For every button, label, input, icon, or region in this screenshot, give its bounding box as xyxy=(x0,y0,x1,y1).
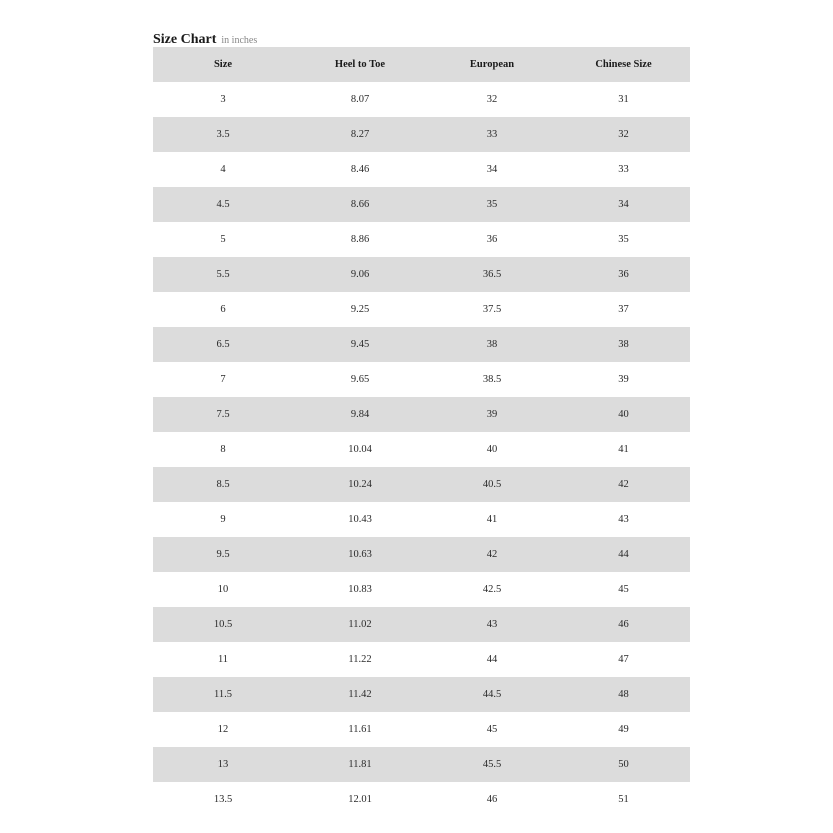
table-row xyxy=(153,117,690,152)
cell-chinese-size: 44 xyxy=(618,549,629,560)
cell-european: 40.5 xyxy=(482,479,502,490)
cell-european: 38.5 xyxy=(482,374,502,385)
cell-european: 34 xyxy=(486,164,498,175)
table-row xyxy=(153,467,690,502)
cell-heel-to-toe: 10.63 xyxy=(348,549,372,560)
cell-size: 6 xyxy=(220,304,226,315)
cell-european: 35 xyxy=(486,199,498,210)
cell-european: 39 xyxy=(486,409,498,420)
cell-chinese-size: 45 xyxy=(618,584,629,595)
cell-european: 44.5 xyxy=(482,689,502,700)
cell-heel-to-toe: 8.66 xyxy=(350,199,370,210)
cell-size: 12 xyxy=(217,724,229,735)
cell-size: 7.5 xyxy=(216,409,230,420)
cell-size: 6.5 xyxy=(216,339,230,350)
cell-heel-to-toe: 8.46 xyxy=(350,164,370,175)
cell-size: 10.5 xyxy=(213,619,233,630)
cell-chinese-size: 46 xyxy=(618,619,629,630)
cell-european: 32 xyxy=(486,94,498,105)
cell-chinese-size: 49 xyxy=(618,724,629,735)
cell-european: 41 xyxy=(486,514,498,525)
chart-title xyxy=(153,31,690,47)
cell-chinese-size: 37 xyxy=(618,304,629,315)
cell-european: 42 xyxy=(486,549,498,560)
cell-chinese-size: 33 xyxy=(618,164,629,175)
size-chart xyxy=(153,31,690,817)
table-row xyxy=(153,712,690,747)
cell-heel-to-toe: 9.65 xyxy=(350,374,370,385)
table-row xyxy=(153,642,690,677)
table-row xyxy=(153,222,690,257)
table-row xyxy=(153,82,690,117)
size-table xyxy=(153,47,690,817)
cell-size: 4.5 xyxy=(216,199,230,210)
cell-heel-to-toe: 10.24 xyxy=(348,479,372,490)
cell-chinese-size: 32 xyxy=(618,129,629,140)
table-row xyxy=(153,572,690,607)
cell-heel-to-toe: 11.02 xyxy=(348,619,372,630)
cell-chinese-size: 43 xyxy=(618,514,629,525)
cell-heel-to-toe: 10.83 xyxy=(348,584,372,595)
cell-european: 43 xyxy=(486,619,498,630)
cell-heel-to-toe: 8.07 xyxy=(350,94,370,105)
cell-heel-to-toe: 11.42 xyxy=(348,689,372,700)
table-row xyxy=(153,747,690,782)
cell-heel-to-toe: 11.61 xyxy=(348,724,372,735)
table-row xyxy=(153,432,690,467)
chart-title-main: Size Chart xyxy=(153,32,217,47)
cell-chinese-size: 51 xyxy=(618,794,629,805)
cell-heel-to-toe: 8.27 xyxy=(350,129,370,140)
table-row xyxy=(153,537,690,572)
cell-european: 46 xyxy=(486,794,498,805)
header-european: European xyxy=(469,59,515,70)
cell-european: 40 xyxy=(486,444,498,455)
cell-chinese-size: 31 xyxy=(618,94,629,105)
cell-european: 36.5 xyxy=(482,269,502,280)
cell-chinese-size: 36 xyxy=(618,269,629,280)
cell-size: 9.5 xyxy=(216,549,230,560)
cell-european: 37.5 xyxy=(482,304,502,315)
header-size: Size xyxy=(213,59,233,70)
cell-heel-to-toe: 11.81 xyxy=(348,759,372,770)
cell-chinese-size: 41 xyxy=(618,444,629,455)
table-row xyxy=(153,362,690,397)
table-row xyxy=(153,187,690,222)
cell-heel-to-toe: 10.04 xyxy=(348,444,372,455)
cell-european: 42.5 xyxy=(482,584,502,595)
cell-european: 45.5 xyxy=(482,759,502,770)
cell-size: 13 xyxy=(217,759,229,770)
cell-chinese-size: 38 xyxy=(618,339,629,350)
cell-size: 11 xyxy=(217,654,229,665)
table-row xyxy=(153,782,690,817)
cell-heel-to-toe: 11.22 xyxy=(348,654,372,665)
cell-chinese-size: 39 xyxy=(618,374,629,385)
table-row xyxy=(153,397,690,432)
header-chinese-size: Chinese Size xyxy=(595,59,652,70)
table-header-row xyxy=(153,47,690,82)
cell-european: 45 xyxy=(486,724,498,735)
cell-size: 11.5 xyxy=(214,689,232,700)
table-row xyxy=(153,502,690,537)
table-row xyxy=(153,327,690,362)
cell-size: 9 xyxy=(220,514,226,525)
table-row xyxy=(153,607,690,642)
cell-size: 5 xyxy=(220,234,226,245)
cell-size: 8.5 xyxy=(216,479,230,490)
header-heel-to-toe: Heel to Toe xyxy=(334,59,386,70)
table-row xyxy=(153,677,690,712)
cell-size: 10 xyxy=(217,584,229,595)
cell-chinese-size: 35 xyxy=(618,234,629,245)
cell-chinese-size: 34 xyxy=(618,199,629,210)
table-body xyxy=(153,82,690,817)
cell-size: 7 xyxy=(220,374,226,385)
cell-size: 5.5 xyxy=(216,269,230,280)
cell-size: 3.5 xyxy=(216,129,230,140)
cell-heel-to-toe: 12.01 xyxy=(348,794,372,805)
cell-heel-to-toe: 10.43 xyxy=(348,514,372,525)
cell-heel-to-toe: 9.25 xyxy=(350,304,370,315)
cell-european: 36 xyxy=(486,234,498,245)
cell-chinese-size: 42 xyxy=(618,479,629,490)
cell-size: 3 xyxy=(220,94,226,105)
cell-european: 38 xyxy=(486,339,498,350)
cell-size: 13.5 xyxy=(213,794,233,805)
cell-chinese-size: 40 xyxy=(618,409,629,420)
cell-size: 4 xyxy=(220,164,226,175)
cell-european: 44 xyxy=(486,654,498,665)
chart-title-unit: in inches xyxy=(221,35,258,46)
cell-chinese-size: 47 xyxy=(618,654,629,665)
table-row xyxy=(153,257,690,292)
cell-heel-to-toe: 9.45 xyxy=(350,339,370,350)
cell-size: 8 xyxy=(220,444,226,455)
cell-heel-to-toe: 8.86 xyxy=(350,234,370,245)
cell-heel-to-toe: 9.84 xyxy=(350,409,370,420)
table-row xyxy=(153,292,690,327)
cell-heel-to-toe: 9.06 xyxy=(350,269,370,280)
cell-chinese-size: 48 xyxy=(618,689,629,700)
cell-chinese-size: 50 xyxy=(618,759,629,770)
table-row xyxy=(153,152,690,187)
cell-european: 33 xyxy=(486,129,498,140)
